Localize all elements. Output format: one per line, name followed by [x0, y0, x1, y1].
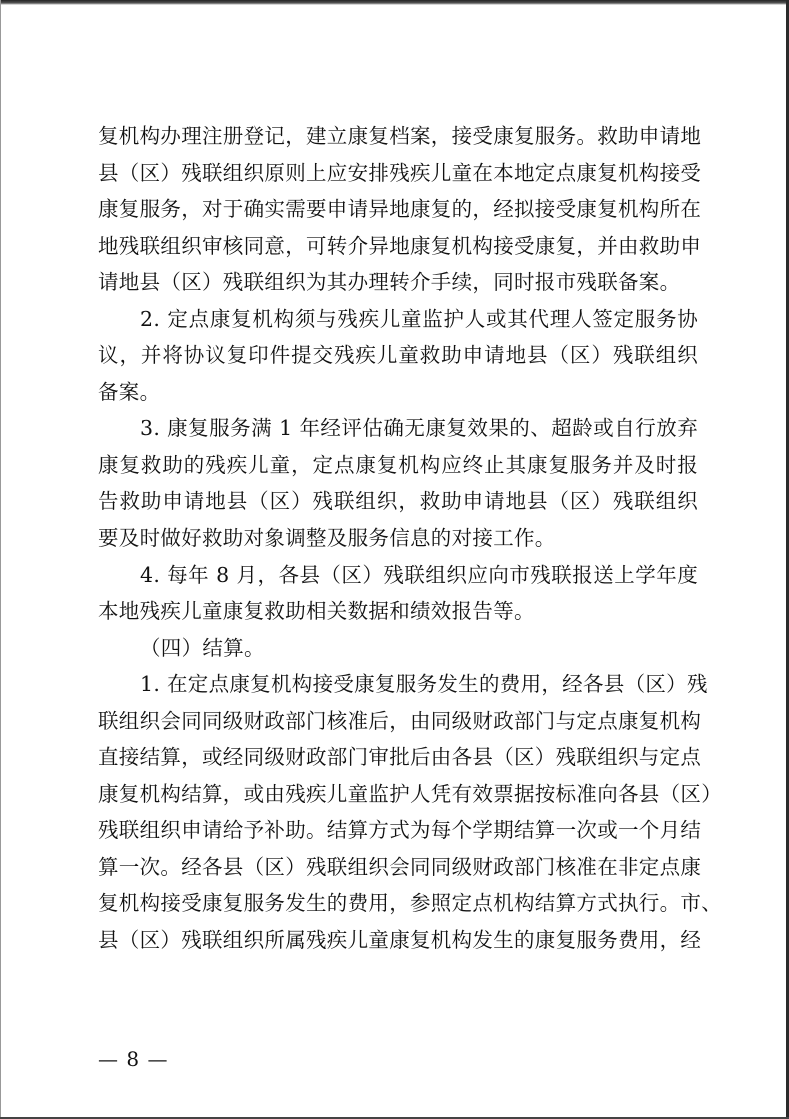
- text-line-3: 康复服务，对于确实需要申请异地康复的，经拟接受康复机构所在: [98, 197, 702, 222]
- page-number: — 8 —: [98, 1047, 169, 1071]
- text-line-14: 本地残疾儿童康复救助相关数据和绩效报告等。: [98, 599, 535, 624]
- text-line-4: 地残联组织审核同意，可转介异地康复机构接受康复，并由救助申: [98, 233, 702, 258]
- text-line-23: 县（区）残联组织所属残疾儿童康复机构发生的康复服务费用，经: [98, 928, 702, 953]
- scan-edge-top: [0, 0, 789, 5]
- text-line-16: 1. 在定点康复机构接受康复服务发生的费用，经各县（区）残: [140, 672, 708, 697]
- text-line-6: 2. 定点康复机构须与残疾儿童监护人或其代理人签定服务协: [140, 306, 698, 331]
- text-line-5: 请地县（区）残联组织为其办理转介手续，同时报市残联备案。: [98, 270, 681, 295]
- text-line-19: 康复机构结算，或由残疾儿童监护人凭有效票据按标准向各县（区）: [98, 781, 722, 806]
- text-line-8: 备案。: [98, 379, 161, 404]
- section-heading: （四）结算。: [140, 635, 265, 660]
- text-line-18: 直接结算，或经同级财政部门审批后由各县（区）残联组织与定点: [98, 745, 702, 770]
- text-line-1: 复机构办理注册登记，建立康复档案，接受康复服务。救助申请地: [98, 124, 702, 148]
- body-text: [98, 118, 722, 959]
- text-line-11: 告救助申请地县（区）残联组织，救助申请地县（区）残联组织: [98, 489, 698, 514]
- text-line-21: 算一次。经各县（区）残联组织会同同级财政部门核准在非定点康: [98, 854, 702, 879]
- scan-edge-left: [0, 0, 1, 1119]
- text-line-20: 残联组织申请给予补助。结算方式为每个学期结算一次或一个月结: [98, 818, 702, 843]
- text-line-22: 复机构接受康复服务发生的费用，参照定点机构结算方式执行。市、: [98, 891, 722, 916]
- text-line-12: 要及时做好救助对象调整及服务信息的对接工作。: [98, 526, 556, 551]
- text-line-9: 3. 康复服务满 1 年经评估确无康复效果的、超龄或自行放弃: [140, 416, 698, 441]
- text-line-10: 康复救助的残疾儿童，定点康复机构应终止其康复服务并及时报: [98, 452, 698, 477]
- text-line-7: 议，并将协议复印件提交残疾儿童救助申请地县（区）残联组织: [98, 343, 698, 368]
- text-line-13: 4. 每年 8 月，各县（区）残联组织应向市残联报送上学年度: [140, 562, 698, 587]
- text-line-2: 县（区）残联组织原则上应安排残疾儿童在本地定点康复机构接受: [98, 160, 702, 185]
- text-line-17: 联组织会同同级财政部门核准后，由同级财政部门与定点康复机构: [98, 708, 702, 733]
